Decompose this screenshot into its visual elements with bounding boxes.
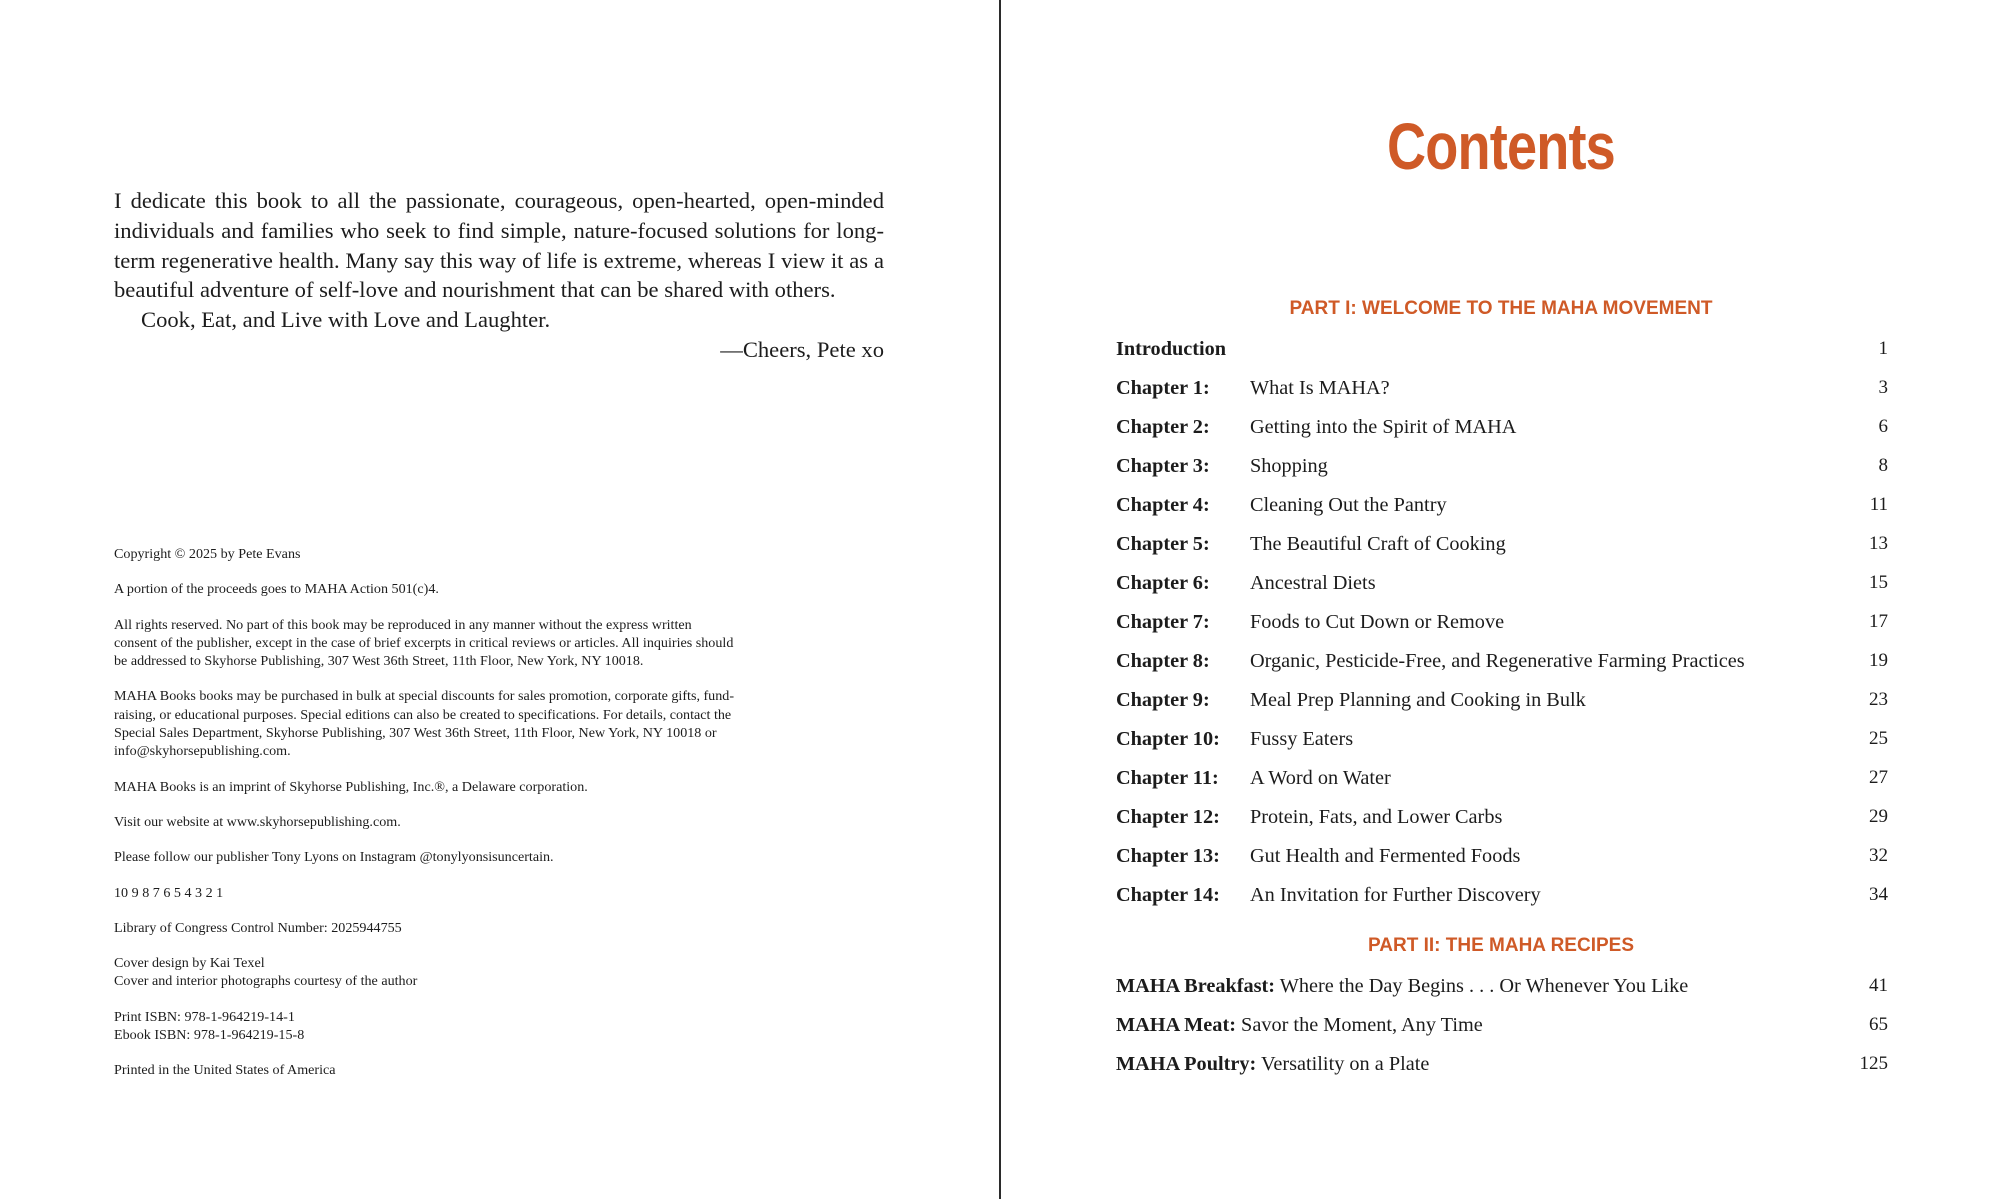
toc-entry-page: 41: [1869, 975, 1888, 996]
toc-entry-label: Chapter 7:: [1116, 611, 1210, 633]
toc-entry-title: Organic, Pesticide-Free, and Regenerative Farming Practices: [1250, 650, 1745, 672]
toc-entry-page: 25: [1869, 728, 1888, 749]
toc-entry-title: Ancestral Diets: [1250, 572, 1376, 594]
copyright-line: Copyright © 2025 by Pete Evans: [114, 546, 301, 562]
cover-design-credit: Cover design by Kai Texel: [114, 955, 265, 972]
toc-entry-title: Where the Day Begins . . . Or Whenever You Like: [1279, 975, 1689, 997]
toc-entry-label: MAHA Poultry:: [1116, 1053, 1257, 1075]
credits: [114, 954, 734, 991]
toc-entry-title: Getting into the Spirit of MAHA: [1250, 416, 1517, 438]
right-page: [1002, 0, 2000, 1199]
toc-entry-title: Foods to Cut Down or Remove: [1250, 611, 1505, 633]
toc-entry-label: Chapter 9:: [1116, 689, 1210, 711]
toc-entry: [1116, 724, 1888, 763]
toc-entry-page: 1: [1878, 338, 1888, 359]
photo-credit: Cover and interior photographs courtesy of the author: [114, 973, 418, 990]
copyright-block: [114, 545, 734, 1097]
toc-entry-page: 3: [1878, 377, 1888, 398]
toc-entry-line: [1116, 1010, 1483, 1040]
toc-entry-page: 29: [1869, 806, 1888, 827]
toc-part-1: [1116, 334, 1888, 919]
toc-entry: [1116, 373, 1888, 412]
isbn-block: [114, 1008, 734, 1045]
toc-entry-title: Gut Health and Fermented Foods: [1250, 845, 1521, 867]
loc-number: Library of Congress Control Number: 2025944755: [114, 919, 402, 936]
toc-entry-page: 34: [1869, 884, 1888, 905]
dedication-paragraph: I dedicate this book to all the passionate, courageous, open-hearted, open-minded individuals and families who seek to find simple, nature-focused solutions for long-term regenerative health. Many say this way of life is extreme, whereas I view it as a beautiful adventure of self-love and nourishment that can be shared with others.: [114, 188, 884, 303]
toc-entry-page: 13: [1869, 533, 1888, 554]
toc-entry-title: Meal Prep Planning and Cooking in Bulk: [1250, 689, 1586, 711]
toc-entry: [1116, 1049, 1888, 1088]
toc-entry: [1116, 880, 1888, 919]
toc-entry-label: Chapter 11:: [1116, 767, 1219, 789]
contents-title: Contents: [1387, 109, 1615, 183]
instagram-notice: Please follow our publisher Tony Lyons on Instagram @tonylyonsisuncertain.: [114, 849, 554, 866]
dedication-signature: —Cheers, Pete xo: [720, 336, 884, 362]
rights-notice: All rights reserved. No part of this book may be reproduced in any manner without the express written consent of the publisher, except in the case of brief excerpts in critical reviews or articles. All inquiries should be addressed to Skyhorse Publishing, 307 West 36th Street, 11th Floor, New York, NY 10018.: [114, 616, 734, 670]
toc-entry-label: Introduction: [1116, 338, 1227, 360]
toc-entry-page: 6: [1878, 416, 1888, 437]
toc-entry-page: 125: [1859, 1053, 1888, 1074]
toc-entry: [1116, 607, 1888, 646]
toc-entry-label: Chapter 14:: [1116, 884, 1220, 906]
toc-entry-line: [1116, 971, 1688, 1001]
toc-entry-label: Chapter 4:: [1116, 494, 1210, 516]
toc-entry: [1116, 802, 1888, 841]
toc-entry-page: 11: [1869, 494, 1888, 515]
toc-entry-title: A Word on Water: [1250, 767, 1391, 789]
proceeds-note: A portion of the proceeds goes to MAHA Action 501(c)4.: [114, 581, 439, 598]
dedication-closing: Cook, Eat, and Live with Love and Laughter.: [141, 307, 551, 333]
toc-entry-title: An Invitation for Further Discovery: [1250, 884, 1541, 906]
printing-line: 10 9 8 7 6 5 4 3 2 1: [114, 884, 224, 901]
toc-entry-title: Savor the Moment, Any Time: [1241, 1014, 1483, 1036]
toc-entry: [1116, 451, 1888, 490]
toc-entry-title: Fussy Eaters: [1250, 728, 1354, 750]
toc-entry: [1116, 685, 1888, 724]
bulk-sales-notice: MAHA Books books may be purchased in bulk at special discounts for sales promotion, corporate gifts, fund-raising, or educational purposes. Special editions can also be created to specifications. For details, contact the Special Sales Department, Skyhorse Publishing, 307 West 36th Street, 11th Floor, New York, NY 10018 or info@skyhorsepublishing.com.: [114, 688, 735, 760]
toc-entry-line: [1116, 1049, 1429, 1079]
part-2-heading: PART II: THE MAHA RECIPES: [1367, 935, 1634, 956]
toc-entry-label: Chapter 6:: [1116, 572, 1210, 594]
toc-entry-label: Chapter 12:: [1116, 806, 1220, 828]
website-notice: Visit our website at www.skyhorsepublishing.com.: [114, 813, 401, 830]
toc-entry: [1116, 763, 1888, 802]
toc-entry: [1116, 412, 1888, 451]
part-1-heading: PART I: WELCOME TO THE MAHA MOVEMENT: [1289, 298, 1713, 319]
toc-entry: [1116, 646, 1888, 685]
toc-entry-label: Chapter 8:: [1116, 650, 1210, 672]
toc-entry: [1116, 841, 1888, 880]
dedication: [114, 186, 884, 365]
toc-entry: [1116, 334, 1888, 373]
print-isbn: Print ISBN: 978-1-964219-14-1: [114, 1008, 295, 1025]
imprint-notice: MAHA Books is an imprint of Skyhorse Publishing, Inc.®, a Delaware corporation.: [114, 778, 588, 795]
toc-entry-page: 17: [1869, 611, 1888, 632]
toc-entry-label: Chapter 13:: [1116, 845, 1220, 867]
toc-entry-title: Shopping: [1250, 455, 1328, 477]
toc-entry-label: Chapter 3:: [1116, 455, 1210, 477]
toc-entry-label: Chapter 10:: [1116, 728, 1220, 750]
toc-entry: [1116, 568, 1888, 607]
toc-entry-title: Versatility on a Plate: [1260, 1053, 1430, 1075]
toc-entry: [1116, 971, 1888, 1010]
toc-entry-title: What Is MAHA?: [1250, 377, 1390, 399]
toc-entry: [1116, 1010, 1888, 1049]
toc-entry-label: Chapter 2:: [1116, 416, 1210, 438]
toc-entry-label: Chapter 5:: [1116, 533, 1210, 555]
ebook-isbn: Ebook ISBN: 978-1-964219-15-8: [114, 1027, 305, 1044]
toc-entry-page: 23: [1869, 689, 1888, 710]
toc-entry-title: The Beautiful Craft of Cooking: [1250, 533, 1506, 555]
toc-entry-title: Protein, Fats, and Lower Carbs: [1250, 806, 1503, 828]
toc-entry-label: MAHA Breakfast:: [1116, 975, 1276, 997]
toc-entry-page: 15: [1869, 572, 1888, 593]
printed-in: Printed in the United States of America: [114, 1062, 336, 1079]
toc-part-2: [1116, 971, 1888, 1088]
toc-entry-title: Cleaning Out the Pantry: [1250, 494, 1447, 516]
toc-entry-page: 19: [1869, 650, 1888, 671]
toc-entry-label: Chapter 1:: [1116, 377, 1210, 399]
toc-entry: [1116, 529, 1888, 568]
toc-entry-label: MAHA Meat:: [1116, 1014, 1236, 1036]
toc-entry: [1116, 490, 1888, 529]
toc-entry-page: 65: [1869, 1014, 1888, 1035]
toc-entry-page: 32: [1869, 845, 1888, 866]
page-gutter: [999, 0, 1001, 1199]
toc-entry-page: 8: [1878, 455, 1888, 476]
toc-entry-page: 27: [1869, 767, 1888, 788]
